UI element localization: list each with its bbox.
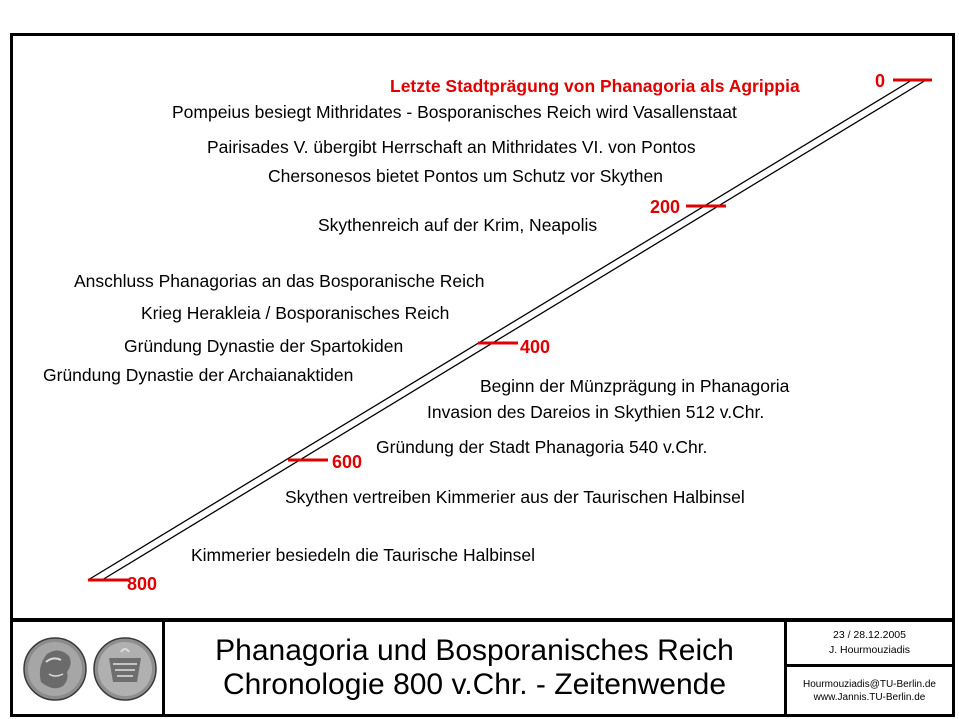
event-label: Krieg Herakleia / Bosporanisches Reich bbox=[141, 303, 450, 323]
coin-reverse-icon bbox=[94, 638, 156, 700]
website-link[interactable]: www.Jannis.TU-Berlin.de bbox=[813, 691, 926, 703]
date-text: 23 / 28.12.2005 bbox=[833, 629, 906, 641]
event-label: Skythenreich auf der Krim, Neapolis bbox=[318, 215, 598, 235]
footer-meta bbox=[787, 622, 952, 714]
tick-label-0: 0 bbox=[875, 71, 886, 91]
event-label: Gründung der Stadt Phanagoria 540 v.Chr. bbox=[376, 437, 708, 457]
coin-panel bbox=[13, 622, 165, 714]
event-label: Kimmerier besiedeln die Taurische Halbinsel bbox=[191, 545, 536, 565]
event-label: Gründung Dynastie der Archaianaktiden bbox=[43, 365, 354, 385]
title-line-1: Phanagoria und Bosporanisches Reich bbox=[215, 634, 734, 667]
event-label: Pompeius besiegt Mithridates - Bosporanisches Reich wird Vasallenstaat bbox=[172, 102, 737, 122]
tick-label-400: 400 bbox=[520, 337, 551, 357]
coin-head-icon bbox=[24, 638, 86, 700]
event-label: Anschluss Phanagorias an das Bosporanische Reich bbox=[74, 271, 485, 291]
email-link[interactable]: Hourmouziadis@TU-Berlin.de bbox=[803, 678, 936, 690]
author-text: J. Hourmouziadis bbox=[828, 644, 911, 656]
event-label: Skythen vertreiben Kimmerier aus der Taurischen Halbinsel bbox=[285, 487, 745, 507]
tick-label-600: 600 bbox=[332, 452, 363, 472]
footer-title bbox=[165, 622, 787, 714]
title-line-2: Chronologie 800 v.Chr. - Zeitenwende bbox=[222, 668, 727, 701]
event-label: Chersonesos bietet Pontos um Schutz vor Skythen bbox=[268, 166, 663, 186]
meta-top bbox=[787, 622, 952, 667]
event-label: Pairisades V. übergibt Herrschaft an Mithridates VI. von Pontos bbox=[207, 137, 696, 157]
event-label: Invasion des Dareios in Skythien 512 v.Chr. bbox=[427, 402, 765, 422]
meta-bottom bbox=[787, 667, 952, 714]
event-label: Beginn der Münzprägung in Phanagoria bbox=[480, 376, 790, 396]
tick-label-800: 800 bbox=[127, 574, 158, 594]
coin-images bbox=[13, 622, 162, 714]
tick-label-200: 200 bbox=[650, 197, 681, 217]
event-label: Gründung Dynastie der Spartokiden bbox=[124, 336, 404, 356]
event-label: Letzte Stadtprägung von Phanagoria als Agrippia bbox=[390, 76, 800, 96]
